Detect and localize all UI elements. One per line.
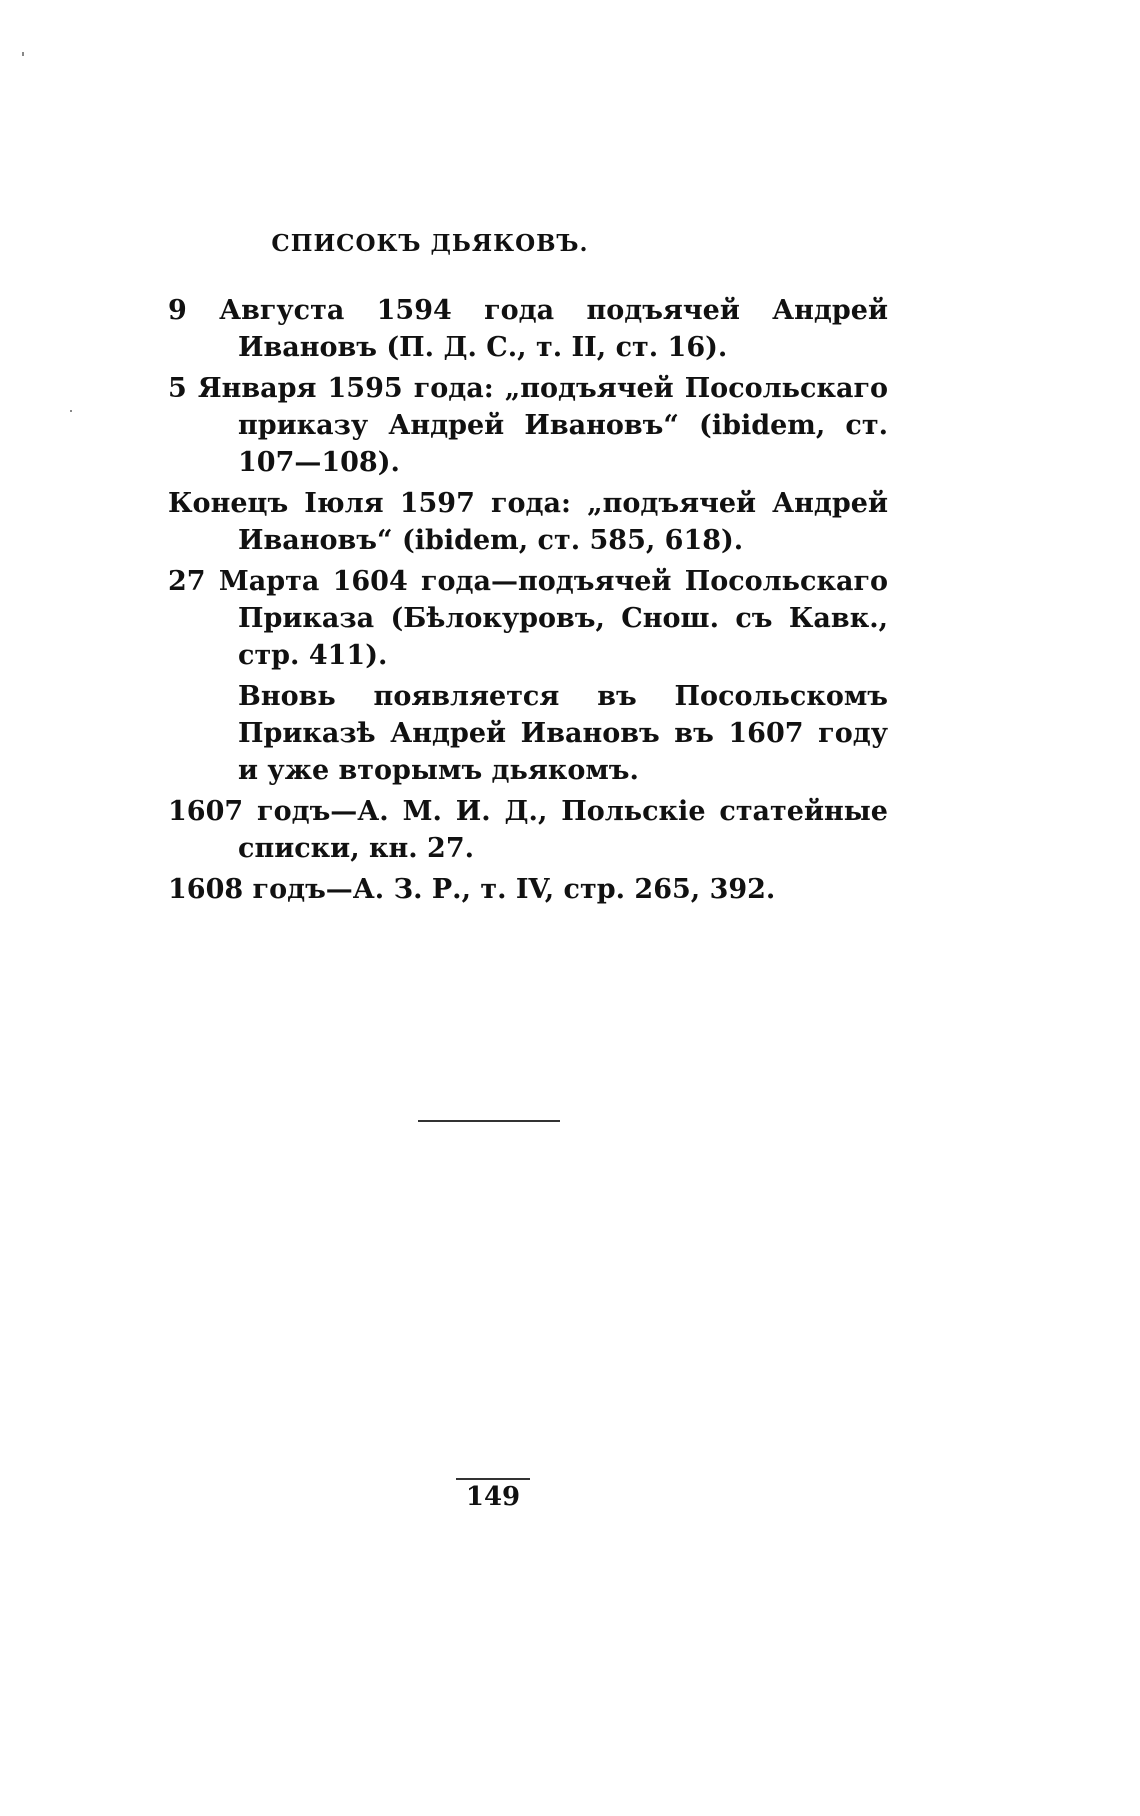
- scan-speck: [22, 52, 24, 56]
- list-item: 9 Августа 1594 года подъячей Андрей Ивановъ (П. Д. С., т. II, ст. 16).: [168, 295, 888, 363]
- list-item: 1607 годъ—А. М. И. Д., Польскіе статейные списки, кн. 27.: [168, 796, 888, 864]
- entries-list: [168, 292, 888, 912]
- list-item: 1608 годъ—А. З. Р., т. IV, стр. 265, 392.: [168, 874, 776, 905]
- section-heading: СПИСОКЪ ДЬЯКОВЪ.: [271, 230, 589, 257]
- list-item-note: Вновь появляется въ Посольскомъ Приказѣ Андрей Ивановъ въ 1607 году и уже вторымъ дьякомъ.: [238, 681, 888, 786]
- section-divider: [418, 1120, 560, 1122]
- list-item: 5 Января 1595 года: „подъячей Посольскаго приказу Андрей Ивановъ“ (ibidem, ст. 107—108).: [168, 373, 888, 478]
- scan-speck: [70, 410, 72, 412]
- page-number: 149: [456, 1478, 530, 1512]
- list-item: Конецъ Іюля 1597 года: „подъячей Андрей Ивановъ“ (ibidem, ст. 585, 618).: [168, 488, 888, 556]
- list-item: 27 Марта 1604 года—подъячей Посольскаго Приказа (Бѣлокуровъ, Снош. съ Кавк., стр. 411).: [168, 566, 888, 671]
